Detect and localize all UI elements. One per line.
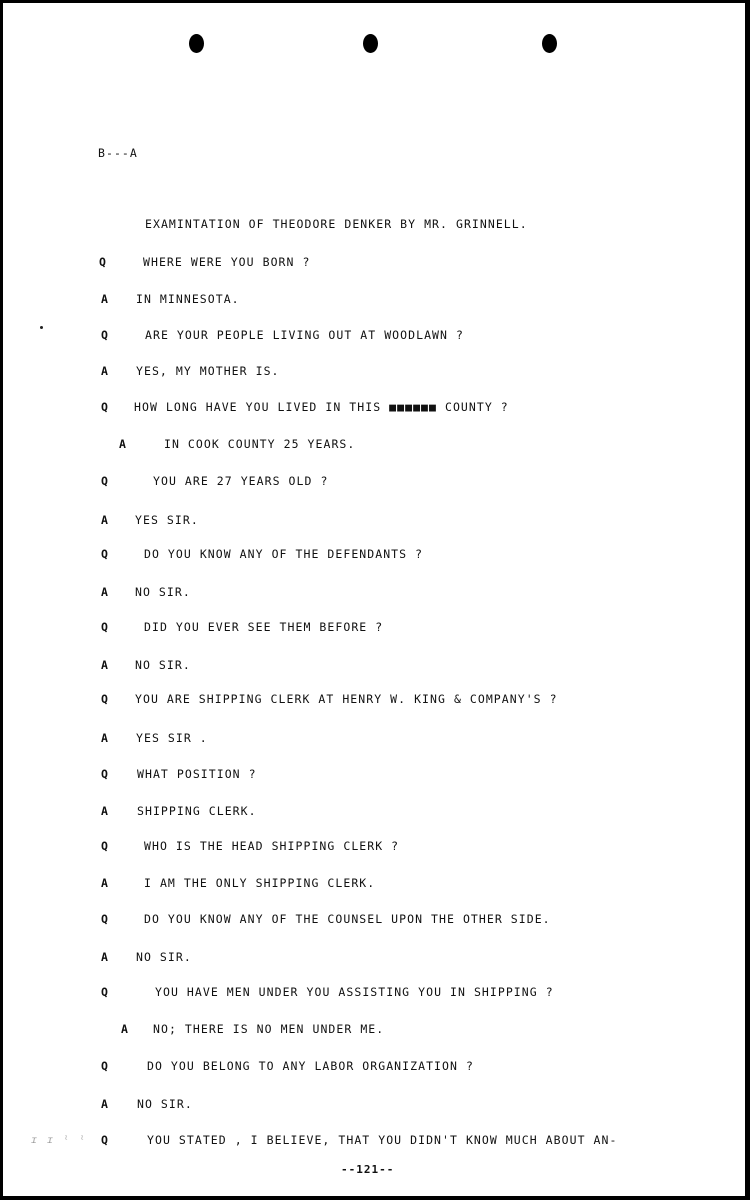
answer-marker: A [101,950,108,964]
question-marker: Q [101,985,108,999]
question-text: DO YOU KNOW ANY OF THE DEFENDANTS ? [144,547,424,561]
answer-marker: A [101,585,108,599]
answer-marker: A [101,364,108,378]
question-text: ARE YOUR PEOPLE LIVING OUT AT WOODLAWN ? [145,328,464,342]
answer-marker: A [121,1022,128,1036]
page-number: --121-- [341,1163,395,1176]
question-marker: Q [101,474,108,488]
question-text: DO YOU BELONG TO ANY LABOR ORGANIZATION ? [147,1059,474,1073]
question-marker: Q [101,839,108,853]
answer-text: YES, MY MOTHER IS. [136,364,280,378]
question-text: DO YOU KNOW ANY OF THE COUNSEL UPON THE OTHER SIDE. [144,912,551,926]
answer-text: IN MINNESOTA. [136,292,240,306]
answer-text: YES SIR. [135,513,199,527]
answer-marker: A [101,292,108,306]
answer-marker: A [101,731,108,745]
question-text: WHAT POSITION ? [137,767,257,781]
punch-hole [542,34,557,53]
question-text: HOW LONG HAVE YOU LIVED IN THIS ■■■■■■ COUNTY ? [134,400,509,414]
margin-pencil-mark: ɪ ɪ ˡ ˡ [31,1135,88,1146]
answer-text: NO; THERE IS NO MEN UNDER ME. [153,1022,385,1036]
question-text: YOU ARE SHIPPING CLERK AT HENRY W. KING & COMPANY'S ? [135,692,558,706]
answer-marker: A [101,513,108,527]
answer-text: NO SIR. [135,585,191,599]
question-text: YOU HAVE MEN UNDER YOU ASSISTING YOU IN SHIPPING ? [155,985,554,999]
answer-marker: A [101,1097,108,1111]
punch-hole [363,34,378,53]
answer-marker: A [101,804,108,818]
answer-text: NO SIR. [136,950,192,964]
answer-marker: A [101,658,108,672]
section-label: B---A [98,146,138,160]
question-marker: Q [101,1133,108,1147]
answer-marker: A [101,876,108,890]
question-marker: Q [101,1059,108,1073]
answer-text: NO SIR. [137,1097,193,1111]
answer-marker: A [119,437,126,451]
question-marker: Q [101,692,108,706]
punch-hole [189,34,204,53]
question-text: YOU STATED , I BELIEVE, THAT YOU DIDN'T KNOW MUCH ABOUT AN- [147,1133,618,1147]
question-marker: Q [101,767,108,781]
document-title: EXAMINTATION OF THEODORE DENKER BY MR. GRINNELL. [145,217,528,231]
ink-speck [40,326,43,329]
question-text: YOU ARE 27 YEARS OLD ? [153,474,329,488]
question-text: WHO IS THE HEAD SHIPPING CLERK ? [144,839,400,853]
answer-text: YES SIR . [136,731,208,745]
question-marker: Q [101,328,108,342]
question-marker: Q [101,400,108,414]
answer-text: IN COOK COUNTY 25 YEARS. [164,437,356,451]
question-marker: Q [101,620,108,634]
question-text: WHERE WERE YOU BORN ? [143,255,311,269]
answer-text: SHIPPING CLERK. [137,804,257,818]
document-page [3,3,745,1196]
answer-text: I AM THE ONLY SHIPPING CLERK. [144,876,376,890]
question-marker: Q [99,255,106,269]
question-text: DID YOU EVER SEE THEM BEFORE ? [144,620,384,634]
question-marker: Q [101,547,108,561]
question-marker: Q [101,912,108,926]
answer-text: NO SIR. [135,658,191,672]
